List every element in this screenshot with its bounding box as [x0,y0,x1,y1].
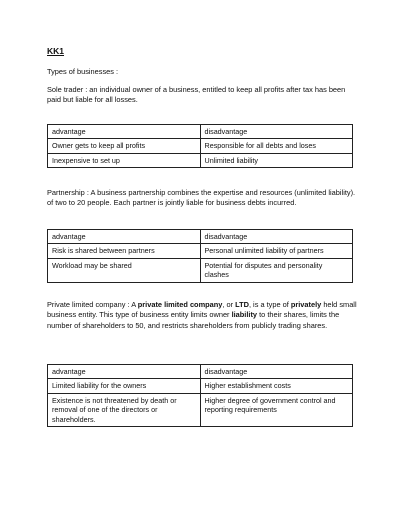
table-header-row [48,230,353,244]
table-cell: Higher degree of government control and reporting requirements [200,393,353,426]
table-header-row [48,125,353,139]
private-limited-text-part: held small business entity. This type of business entity limits owner [47,300,357,320]
private-limited-text-part: , is a type of [248,300,291,309]
table-cell: Limited liability for the owners [48,379,201,393]
sole-trader-text: Sole trader : an individual owner of a business, entitled to keep all profits after tax has been paid but liable for all losses. [47,85,346,105]
partnership-table [47,229,353,283]
table-cell: Personal unlimited liability of partners [200,244,353,258]
table-header-row [48,365,353,379]
table-cell: Responsible for all debts and loses [200,139,353,153]
private-limited-text-part: to their shares, limits the number of shareholders to 50, and restricts shareholders from publicly trading shares. [47,310,340,330]
table-cell: Potential for disputes and personality clashes [200,258,353,282]
table-row [48,139,353,153]
ltd-bold-term: LTD [235,300,249,309]
table-header-cell: disadvantage [200,230,353,244]
private-limited-text-part: , or [222,300,236,309]
table-cell: Risk is shared between partners [48,244,201,258]
private-limited-table [47,364,353,427]
table-cell: Higher establishment costs [200,379,353,393]
table-cell: Unlimited liability [200,153,353,167]
table-cell: Owner gets to keep all profits [48,139,201,153]
table-header-cell: advantage [48,125,201,139]
sole-trader-table [47,124,353,168]
liability-bold-term: liability [231,310,258,320]
privately-bold-term: privately [290,300,322,309]
table-cell: Inexpensive to set up [48,153,201,167]
table-row [48,393,353,426]
private-limited-text-part: Private limited company : A [47,300,138,309]
table-header-cell: advantage [48,230,201,244]
table-header-cell: advantage [48,365,201,379]
table-row [48,153,353,167]
table-row [48,244,353,258]
private-limited-bold-term: private limited company [137,300,223,309]
intro-text: Types of businesses : [47,67,119,76]
table-row [48,258,353,282]
partnership-text: Partnership : A business partnership combines the expertise and resources (unlimited liability). of two to 20 people. Each partner is jointly liable for business debts incurred. [47,188,356,208]
page-heading: KK1 [47,46,65,56]
table-cell: Workload may be shared [48,258,201,282]
private-limited-text [47,300,357,331]
table-row [48,379,353,393]
table-header-cell: disadvantage [200,365,353,379]
table-cell: Existence is not threatened by death or removal of one of the directors or shareholders. [48,393,201,426]
table-header-cell: disadvantage [200,125,353,139]
